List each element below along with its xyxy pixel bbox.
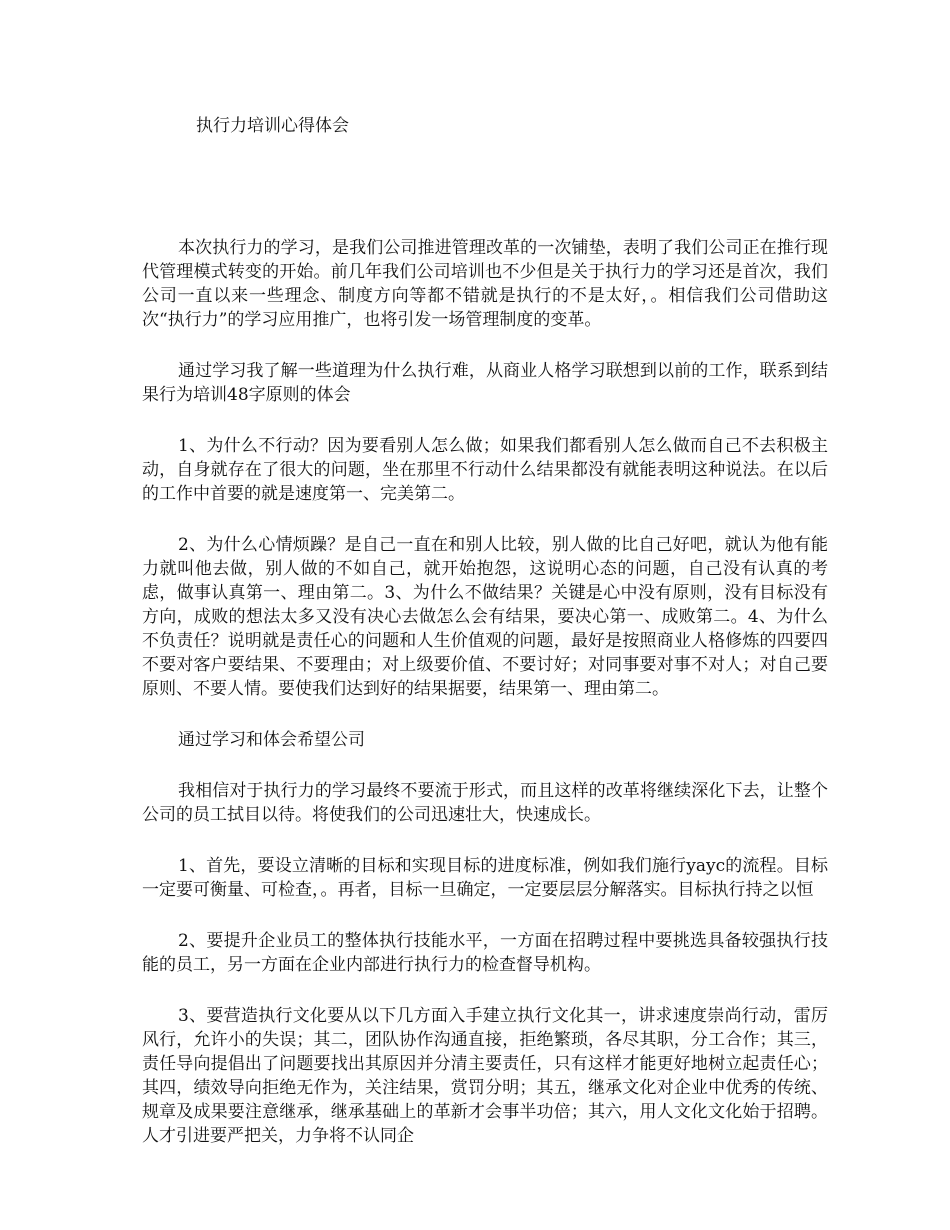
paragraph-intro: 本次执行力的学习，是我们公司推进管理改革的一次铺垫，表明了我们公司正在推行现代管理模式转变的开始。前几年我们公司培训也不少但是关于执行力的学习还是首次，我们公司一直以来一些理念、制度方向等都不错就是执行的不是太好，。相信我们公司借助这次“执行力”的学习应用推广，也将引发一场管理制度的变革。 <box>142 238 828 330</box>
document-body <box>142 236 828 1148</box>
paragraph-belief: 我相信对于执行力的学习最终不要流于形式，而且这样的改革将继续深化下去，让整个公司的员工拭目以待。将使我们的公司迅速壮大，快速成长。 <box>142 781 828 825</box>
paragraph-hope-heading: 通过学习和体会希望公司 <box>178 730 365 750</box>
paragraph-suggestion-2: 2、要提升企业员工的整体执行技能水平，一方面在招聘过程中要挑选具备较强执行技能的员工，另一方面在企业内部进行执行力的检查督导机构。 <box>142 931 828 975</box>
paragraph-suggestion-1: 1、首先，要设立清晰的目标和实现目标的进度标准，例如我们施行yayc的流程。目标一定要可衡量、可检查，。再者，目标一旦确定，一定要层层分解落实。目标执行持之以恒 <box>142 856 828 900</box>
paragraph-points-2-4: 2、为什么心情烦躁？是自己一直在和别人比较，别人做的比自己好吧，就认为他有能力就叫他去做，别人做的不如自己，就开始抱怨，这说明心态的问题，自己没有认真的考虑，做事认真第一、理由第二。3、为什么不做结果？关键是心中没有原则，没有目标没有方向，成败的想法太多又没有决心去做怎么会有结果，要决心第一、成败第二。4、为什么不负责任？说明就是责任心的问题和人生价值观的问题，最好是按照商业人格修炼的四要四不要对客户要结果、不要理由；对上级要价值、不要讨好；对同事要对事不对人；对自己要原则、不要人情。要使我们达到好的结果据要，结果第一、理由第二。 <box>142 535 828 699</box>
paragraph-learning: 通过学习我了解一些道理为什么执行难，从商业人格学习联想到以前的工作，联系到结果行为培训48字原则的体会 <box>142 361 828 405</box>
document-title: 执行力培训心得体会 <box>196 116 349 136</box>
paragraph-point-1: 1、为什么不行动？因为要看别人怎么做；如果我们都看别人怎么做而自己不去积极主动，自身就存在了很大的问题，坐在那里不行动什么结果都没有就能表明这种说法。在以后的工作中首要的就是速度第一、完美第二。 <box>142 436 828 504</box>
paragraph-suggestion-3: 3、要营造执行文化要从以下几方面入手建立执行文化其一，讲求速度崇尚行动，雷厉风行，允许小的失误；其二，团队协作沟通直接，拒绝繁琐，各尽其职，分工合作；其三，责任导向提倡出了问题要找出其原因并分清主要责任，只有这样才能更好地树立起责任心；其四，绩效导向拒绝无作为，关注结果，赏罚分明；其五，继承文化对企业中优秀的传统、规章及成果要注意继承，继承基础上的革新才会事半功倍；其六，用人文化文化始于招聘。人才引进要严把关，力争将不认同企 <box>142 1006 828 1146</box>
